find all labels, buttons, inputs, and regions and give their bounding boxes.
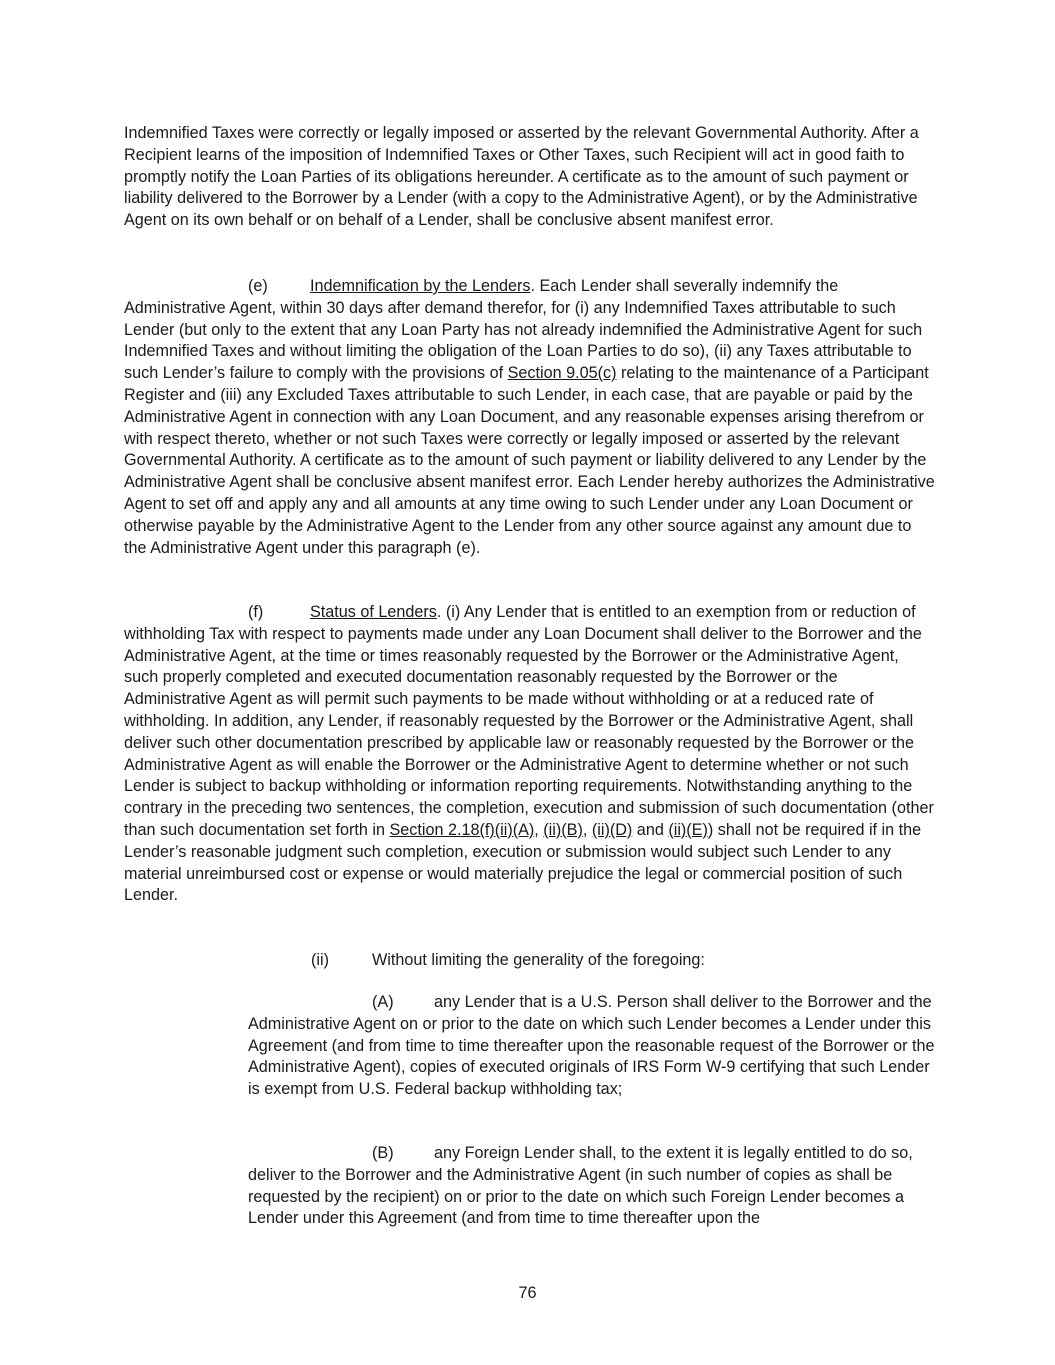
cross-reference: (ii)(B) [543,820,583,839]
paragraph-continuation [124,123,936,232]
paragraph-text: any Foreign Lender shall, to the extent it is legally entitled to do so, deliver to the Borrower and the Administrative Agent (in such number of copies as shall be requested by the recipient) on or prior to the date on which such Foreign Lender becomes a Lender under this Agreement (and from time to time thereafter upon the [248,1144,913,1228]
paragraph-text: . Each Lender shall severally indemnify the Administrative Agent, within 30 days after demand therefor, for (i) any Indemnified Taxes attributable to such Lender (but only to the extent that any Loan Party has not already indemnified the Administrative Agent for such Indemnified Taxes and without limiting the obligation of the Loan Parties to do so), (ii) any Taxes attributable to such Lender’s failure to comply with the provisions of [124,277,923,383]
section-label-e: (e) [248,277,268,295]
cross-reference: Section 2.18(f)(ii)(A) [389,820,535,839]
section-heading-e: Indemnification by the Lenders [310,277,531,295]
paragraph-text: Without limiting the generality of the foregoing: [372,951,705,969]
section-label-ii: (ii) [311,951,329,969]
paragraph-f: (f) Status of Lenders. (i) Any Lender that is entitled to an exemption from or reduction of withholding Tax with respect to payments made under any Loan Document shall deliver to the Borrower and the Administrative Agent, at the time or times reasonably requested by the Borrower or the Administrative Agent, such properly completed and executed documentation reasonably requested by the Borrower or the Administrative Agent as will permit such payments to be made without withholding or at a reduced rate of withholding. In addition, any Lender, if reasonably requested by the Borrower or the Administrative Agent, shall deliver such other documentation prescribed by applicable law or reasonably requested by the Borrower or the Administrative Agent as will enable the Borrower or the Administrative Agent to determine whether or not such Lender is subject to backup withholding or information reporting requirements. Notwithstanding anything to the contrary in the preceding two sentences, the completion, execution and submission of such documentation (other than such documentation set forth in Section 2.18(f)(ii)(A), (ii)(B), (ii)(D) and (ii)(E)) shall not be required if in the Lender’s reasonable judgment such completion, execution or submission would subject such Lender to any material unreimbursed cost or expense or would materially prejudice the legal or commercial position of such Lender. [124,603,934,905]
paragraph-text: any Lender that is a U.S. Person shall deliver to the Borrower and the Administrative Agent on or prior to the date on which such Lender becomes a Lender under this Agreement (and from time to time thereafter upon the reasonable request of the Borrower or the Administrative Agent), copies of executed originals of IRS Form W-9 certifying that such Lender is exempt from U.S. Federal backup withholding tax; [248,993,935,1099]
section-label-B: (B) [372,1144,394,1162]
cross-reference: Section 9.05(c) [507,364,617,383]
paragraph-text: relating to the maintenance of a Participant Register and (iii) any Excluded Taxes attributable to such Lender, in each case, that are payable or paid by the Administrative Agent in connection with any Loan Document, and any reasonable expenses arising therefrom or with respect thereto, whether or not such Taxes were correctly or legally imposed or asserted by the relevant Governmental Authority. A certificate as to the amount of such payment or liability delivered to any Lender by the Administrative Agent shall be conclusive absent manifest error. Each Lender hereby authorizes the Administrative Agent to set off and apply any and all amounts at any time owing to such Lender under any Loan Document or otherwise payable by the Administrative Agent to the Lender from any other source against any amount due to the Administrative Agent under this paragraph (e). [124,364,935,557]
section-label-f: (f) [248,603,264,621]
clause-A [248,992,936,1101]
paragraph-text: . (i) Any Lender that is entitled to an exemption from or reduction of withholding Tax with respect to payments made under any Loan Document shall deliver to the Borrower and the Administrative Agent, at the time or times reasonably requested by the Borrower or the Administrative Agent, such properly completed and executed documentation reasonably requested by the Borrower or the Administrative Agent as will permit such payments to be made without withholding or at a reduced rate of withholding. In addition, any Lender, if reasonably requested by the Borrower or the Administrative Agent, shall deliver such other documentation prescribed by applicable law or reasonably requested by the Borrower or the Administrative Agent as will enable the Borrower or the Administrative Agent to determine whether or not such Lender is subject to backup withholding or information reporting requirements. Notwithstanding anything to the contrary in the preceding two sentences, the completion, execution and submission of such documentation (other than such documentation set forth in [124,603,934,839]
paragraph-e [124,276,936,559]
section-label-A: (A) [372,993,394,1011]
paragraph-text: Indemnified Taxes were correctly or legally imposed or asserted by the relevant Governmental Authority. After a Recipient learns of the imposition of Indemnified Taxes or Other Taxes, such Recipient will act in good faith to promptly notify the Loan Parties of its obligations hereunder. A certificate as to the amount of such payment or liability delivered to the Borrower by a Lender (with a copy to the Administrative Agent), or by the Administrative Agent on its own behalf or on behalf of a Lender, shall be conclusive absent manifest error. [124,124,919,230]
page-number: 76 [518,1284,537,1302]
cross-reference: (ii)(D) [591,820,633,839]
section-heading-f: Status of Lenders [310,603,437,621]
cross-reference: (ii)(E) [668,820,708,839]
clause-B [248,1143,936,1230]
subparagraph-ii [311,950,705,972]
paragraph-text: ) shall not be required if in the Lender’s reasonable judgment such completion, execution or submission would subject such Lender to any material unreimbursed cost or expense or would materially prejudice the legal or commercial position of such Lender. [124,820,922,905]
